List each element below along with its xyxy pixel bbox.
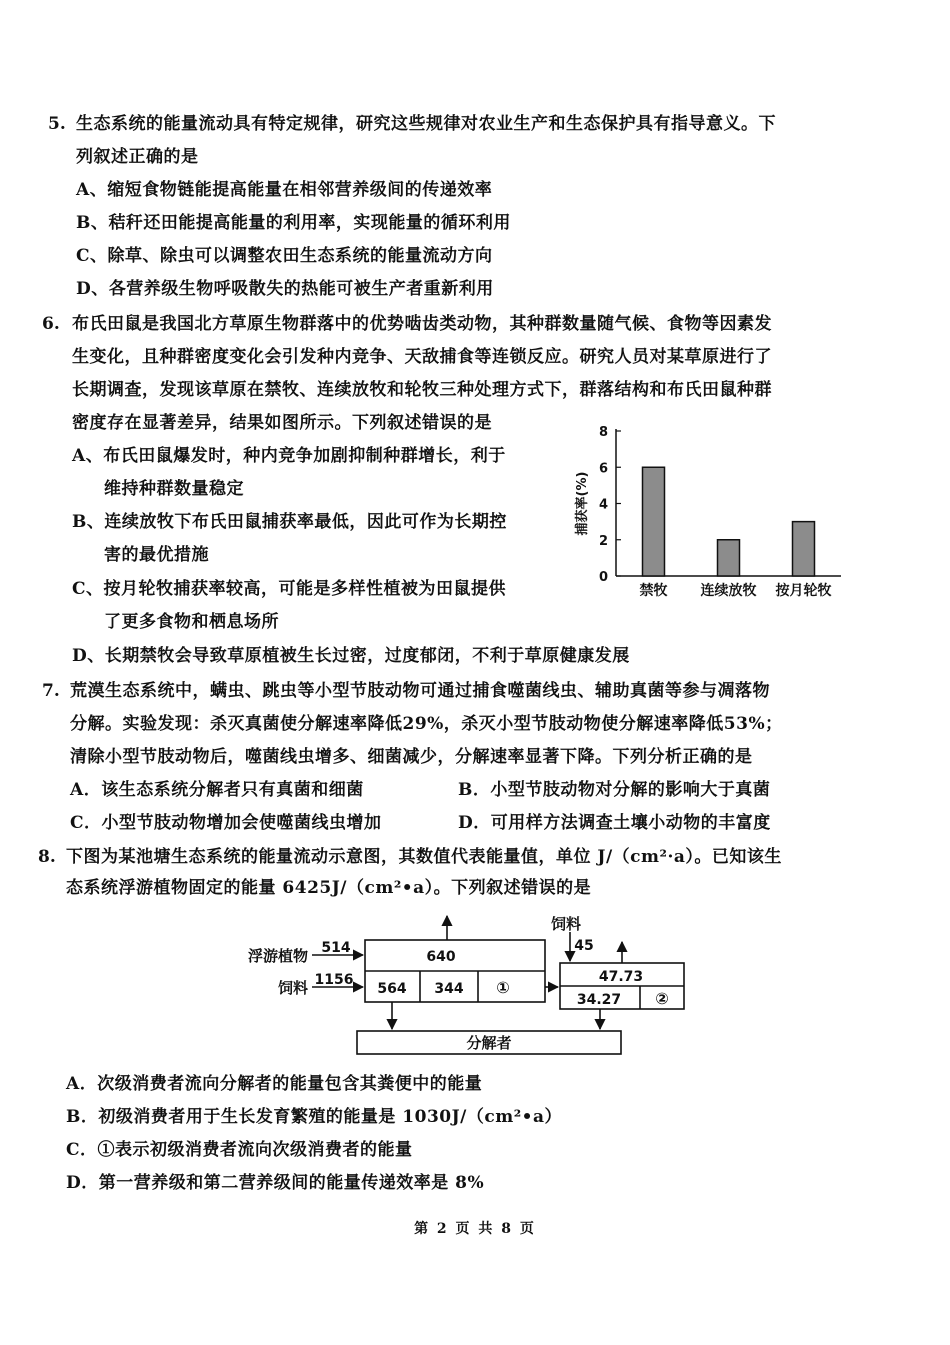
q7-option-b: B．小型节肢动物对分解的影响大于真菌	[458, 780, 771, 800]
q6-option-a-line-1: A、布氏田鼠爆发时，种内竞争加剧抑制种群增长，利于	[72, 446, 506, 466]
y-tick-label: 0	[598, 570, 608, 585]
q6-stem-line-3: 长期调查，发现该草原在禁牧、连续放牧和轮牧三种处理方式下，群落结构和布氏田鼠种群	[72, 380, 772, 400]
q6-option-c-line-1: C、按月轮牧捕获率较高，可能是多样性植被为田鼠提供	[72, 579, 507, 599]
cell-circle-1: ①	[496, 978, 510, 997]
x-category-label: 按月轮牧	[775, 583, 832, 599]
q8-number: 8.	[38, 847, 56, 867]
x-category-label: 连续放牧	[700, 583, 757, 599]
q8-option-a: A．次级消费者流向分解者的能量包含其粪便中的能量	[66, 1074, 483, 1094]
cell-34-27: 34.27	[576, 992, 622, 1008]
respiration-value-1: 640	[426, 949, 456, 965]
q5-stem-line-1: 生态系统的能量流动具有特定规律，研究这些规律对农业生产和生态保护具有指导意义。下	[76, 114, 776, 134]
y-tick-label: 6	[598, 461, 608, 477]
q8-option-b: B．初级消费者用于生长发育繁殖的能量是 1030J/（cm²•a）	[66, 1107, 563, 1127]
q7-option-c: C．小型节肢动物增加会使噬菌线虫增加	[70, 813, 382, 833]
y-tick-label: 2	[598, 533, 608, 549]
respiration-value-2: 47.73	[598, 969, 644, 985]
q6-stem-line-4: 密度存在显著差异，结果如图所示。下列叙述错误的是	[72, 413, 492, 433]
q6-option-b-line-1: B、连续放牧下布氏田鼠捕获率最低，因此可作为长期控	[72, 512, 507, 532]
q7-stem-line-2: 分解。实验发现：杀灭真菌使分解速率降低29%，杀灭小型节肢动物使分解速率降低53%；	[70, 714, 783, 734]
phytoplankton-label: 浮游植物	[247, 947, 308, 965]
feed-label-1: 饲料	[277, 979, 308, 997]
q7-option-a: A．该生态系统分解者只有真菌和细菌	[70, 780, 364, 800]
decomposer-label: 分解者	[466, 1034, 512, 1052]
q7-number: 7.	[42, 681, 60, 701]
q8-stem-line-2: 态系统浮游植物固定的能量 6425J/（cm²•a）。下列叙述错误的是	[66, 878, 592, 898]
y-tick-label: 8	[598, 425, 608, 440]
q5-option-b: B、秸秆还田能提高能量的利用率，实现能量的循环利用	[76, 213, 511, 233]
q6-number: 6.	[42, 314, 60, 334]
q7-option-d: D．可用样方法调查土壤小动物的丰富度	[458, 813, 771, 833]
q8-stem-line-1: 下图为某池塘生态系统的能量流动示意图，其数值代表能量值，单位 J/（cm²·a）。已知该生	[66, 847, 782, 867]
feed-value-2: 45	[574, 938, 594, 954]
feed-value-1: 1156	[314, 972, 354, 988]
q6-stem-line-1: 布氏田鼠是我国北方草原生物群落中的优势啮齿类动物，其种群数量随气候、食物等因素发	[72, 314, 772, 334]
q5-option-d: D、各营养级生物呼吸散失的热能可被生产者重新利用	[76, 279, 494, 299]
x-category-label: 禁牧	[639, 583, 668, 599]
phytoplankton-value: 514	[321, 940, 351, 956]
q8-option-c: C．①表示初级消费者流向次级消费者的能量	[66, 1140, 413, 1160]
q5-number: 5.	[48, 114, 66, 134]
cell-564: 564	[377, 981, 407, 997]
q5-option-c: C、除草、除虫可以调整农田生态系统的能量流动方向	[76, 246, 493, 266]
feed-label-2: 饲料	[550, 915, 582, 933]
y-tick-label: 4	[598, 497, 608, 513]
q6-option-d: D、长期禁牧会导致草原植被生长过密，过度郁闭，不利于草原健康发展	[72, 646, 630, 666]
cell-344: 344	[434, 981, 464, 997]
cell-circle-2: ②	[655, 989, 669, 1008]
q7-stem-line-3: 清除小型节肢动物后，噬菌线虫增多、细菌减少，分解速率显著下降。下列分析正确的是	[70, 747, 753, 767]
q6-stem-line-2: 生变化，且种群密度变化会引发种内竞争、天敌捕食等连锁反应。研究人员对某草原进行了	[72, 347, 772, 367]
q6-option-c-line-2: 了更多食物和栖息场所	[104, 612, 279, 632]
y-axis-label: 捕获率(%)	[575, 471, 590, 536]
q6-option-b-line-2: 害的最优措施	[104, 545, 209, 565]
q7-stem-line-1: 荒漠生态系统中，螨虫、跳虫等小型节肢动物可通过捕食噬菌线虫、辅助真菌等参与凋落物	[70, 681, 770, 701]
q8-option-d: D．第一营养级和第二营养级间的能量传递效率是 8%	[66, 1173, 485, 1193]
q6-option-a-line-2: 维持种群数量稳定	[104, 479, 244, 499]
q5-option-a: A、缩短食物链能提高能量在相邻营养级间的传递效率	[76, 180, 493, 200]
q5-stem-line-2: 列叙述正确的是	[76, 147, 199, 167]
page-footer: 第 2 页 共 8 页	[414, 1221, 536, 1237]
